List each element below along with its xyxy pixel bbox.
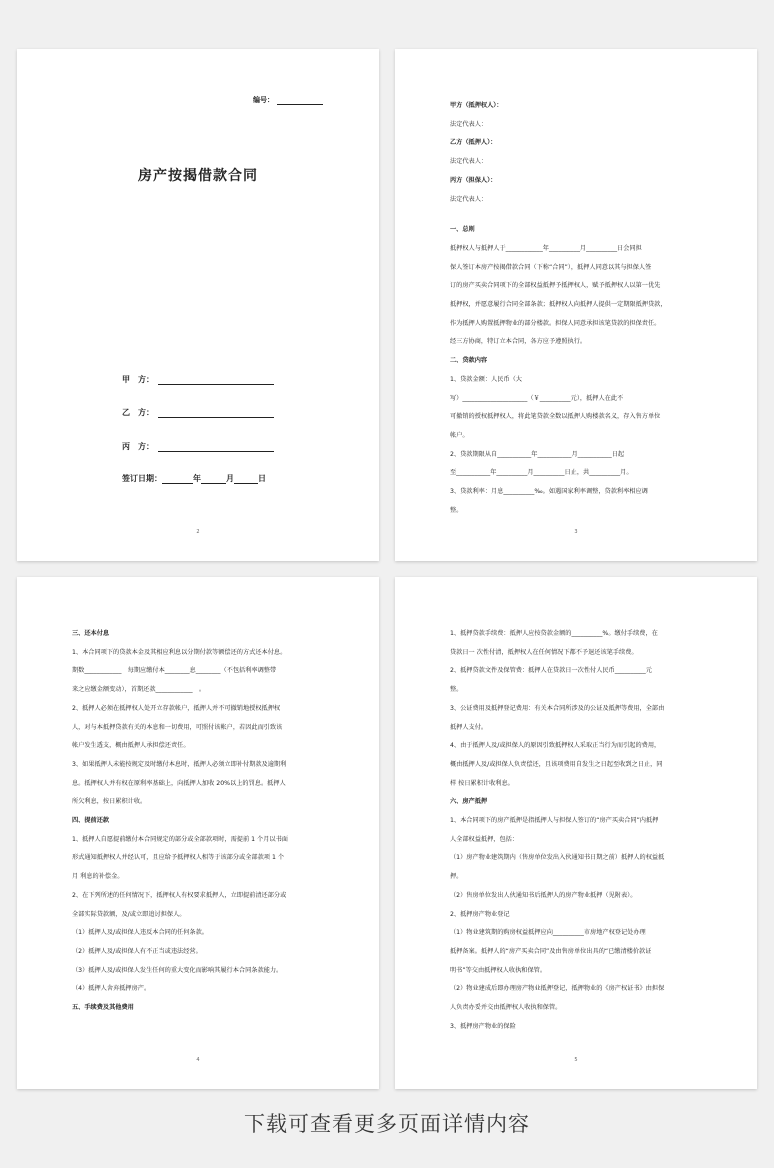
section-heading: 三、还本付息 [72, 630, 110, 637]
party-a-field [122, 374, 274, 385]
text-line: 订的房产买卖合同项下的全部权益抵押予抵押权人，赋予抵押权人以第一优先 [450, 282, 661, 290]
sign-date-label: 签订日期： [122, 474, 162, 483]
text-line: 贷款日一 次性付清，抵押权人在任何情况下都不予退还该笔手续费。 [450, 648, 638, 656]
day-blank [234, 474, 258, 484]
text-line: 2、抵押人必须在抵押权人处开立存款帐户，抵押人并不可撤销地授权抵押权 [72, 704, 281, 712]
serial-label: 编号： [253, 96, 274, 104]
text-line: 法定代表人： [450, 158, 488, 166]
text-line: 人负责办妥并交由抵押权人收执和保管。 [450, 1004, 562, 1012]
section-heading: 四、提前还款 [72, 817, 110, 825]
month-blank [201, 474, 226, 484]
party-a-label: 甲 方： [122, 375, 154, 384]
party-a-heading: 甲方（抵押权人）： [450, 102, 503, 109]
text-line: 整。 [450, 686, 463, 694]
text-line: 整。 [450, 506, 463, 514]
section-heading: 六、房产抵押 [450, 798, 488, 806]
text-line: 2、贷款期限从自___________年___________月___________日起 [450, 450, 625, 458]
text-line: 2、抵押贷款文件及保管费：抵押人在贷款日一次性付人民币__________元 [450, 667, 652, 675]
text-line: 概由抵押人及/或担保人负责偿还，且该项费用自发生之日起至收到之日止，同 [450, 760, 663, 768]
text-line: 抵押权，并愿意履行合同全部条款；抵押权人向抵押人提供一定期限抵押贷款， [450, 301, 667, 309]
text-line: 月 利息的补偿金。 [72, 873, 124, 881]
text-line: 至___________年__________月__________日止，共__________月。 [450, 469, 633, 477]
text-line: 抵押人支付。 [450, 723, 488, 731]
party-c-label: 丙 方： [122, 442, 154, 451]
page-cover [17, 49, 379, 561]
sign-date-field [122, 473, 266, 484]
party-b-heading: 乙方（抵押人）： [450, 139, 497, 147]
text-line: 1、抵押人自愿提前缴付本合同规定的部分或全部款项时，需提前 1 个月以书面 [72, 835, 288, 843]
party-b-field [122, 407, 274, 418]
text-line: 1、本合同项下的房产抵押是指抵押人与担保人签订的“房产买卖合同”内抵押 [450, 817, 659, 825]
text-line: 人全部权益抵押，包括： [450, 835, 519, 843]
party-c-field [122, 441, 274, 452]
month-label: 月 [226, 474, 234, 483]
text-line: （4）抵押人舍弃抵押房产。 [72, 985, 151, 993]
page-number: 3 [574, 529, 578, 535]
text-line: 保人签订本房产按揭借款合同（下称“合同”），抵押人同意以其与担保人签 [450, 263, 652, 271]
day-label: 日 [258, 474, 266, 483]
party-b-label: 乙 方： [122, 408, 154, 417]
text-line: （1）房产物业建筑期内（售房单位发出入伙通知书日期之前）抵押人的权益抵 [450, 854, 665, 862]
section-heading: 一、总则 [450, 226, 475, 234]
section-heading: 五、手续费及其他费用 [72, 1004, 134, 1012]
text-line: （2）抵押人及/或担保人有不正当或违法经营。 [72, 947, 202, 955]
page-3-body [450, 97, 705, 520]
page-number: 2 [196, 529, 200, 535]
party-c-blank [158, 442, 274, 452]
page-number: 4 [196, 1057, 200, 1063]
party-b-blank [158, 408, 274, 418]
text-line: （1）抵押人及/或担保人违反本合同的任何条款。 [72, 929, 208, 937]
text-line: （2）售房单位发出人伙通知书后抵押人的房产物业抵押（见附表）。 [450, 891, 637, 899]
text-line: 抵押备案。抵押人的“房产买卖合同”及由售房单位出具的“已缴清楼价款证 [450, 947, 652, 955]
text-line: 帐户。 [450, 431, 469, 439]
text-line: （3）抵押人及/或担保人发生任何的重大变化而影响其履行本合同条款能力。 [72, 966, 283, 974]
text-line: 人，对与本抵押贷款有关的本息和一切费用，可照付该帐户，若因此而引致该 [72, 723, 283, 731]
text-line: 全部实际贷款额，及/或立即追讨担保人。 [72, 910, 186, 918]
year-blank [162, 474, 193, 484]
text-line: 1、贷款金额：人民币（大 [450, 375, 522, 383]
text-line: 抵押权人与抵押人于____________年__________月__________日会同担 [450, 244, 642, 252]
party-c-heading: 丙方（担保人）： [450, 176, 497, 184]
party-a-blank [158, 375, 274, 385]
text-line: 押。 [450, 873, 463, 881]
text-line: 4、由于抵押人及/或担保人的原因引致抵押权人采取正当行为而引起的费用， [450, 742, 661, 750]
section-heading: 二、贷款内容 [450, 357, 488, 365]
text-line: 3、公证费用及抵押登记费用：有关本合同所涉及的公证及抵押等费用，全部由 [450, 704, 665, 712]
text-line: 所欠利息，按日累积计收。 [72, 798, 147, 806]
text-line: 2、在下列所述的任何情况下，抵押权人有权要求抵押人，立即提前清还部分或 [72, 891, 287, 899]
text-line: 明书”等交由抵押权人收执和保管。 [450, 966, 547, 974]
page-5-body [450, 625, 705, 1036]
text-line: 可撤销的授权抵押权人，将此笔贷款全数以抵押人购楼款名义，存入售方单位 [450, 413, 661, 421]
text-line: 1、本合同项下的贷款本金及其相应利息以分期付款等额偿还的方式还本付息。 [72, 648, 287, 656]
text-line: 息。抵押权人并有权在原利率基础上，向抵押人加收 20%以上的罚息。抵押人 [72, 779, 286, 787]
text-line: 经三方协商，特订立本合同，各方应予遵照执行。 [450, 338, 587, 346]
page-4-body [72, 625, 327, 1018]
text-line: （1）物业建筑期的购房权益抵押应向__________市房地产权登记处办理 [450, 929, 646, 937]
contract-title: 房产按揭借款合同 [138, 168, 258, 184]
text-line: 2、抵押房产物业登记 [450, 910, 510, 918]
page-3 [395, 49, 757, 561]
text-line: 3、贷款利率：月息__________‰。如遇国家利率调整，贷款利率相应调 [450, 488, 648, 496]
text-line: （2）物业建成后即办理房产物业抵押登记，抵押物业的《房产权证书》由担保 [450, 985, 665, 993]
text-line: 写）_____________________（￥__________元），抵押人在此不 [450, 394, 624, 402]
download-banner: 下载可查看更多页面详情内容 [244, 1112, 530, 1136]
text-line: 1、抵押贷款手续费：抵押人应按贷款金额的__________%。缴付手续费，在 [450, 630, 658, 637]
text-line: 3、如果抵押人未能按规定及时缴付本息时，抵押人必须立即补付期款及逾期利 [72, 760, 287, 768]
text-line: 作为抵押人购置抵押物业的部分楼款。担保人同意承担该笔贷款的担保责任。 [450, 319, 661, 327]
serial-blank [277, 96, 323, 105]
page-4 [17, 577, 379, 1089]
text-line: 形式通知抵押权人并经认可，且应给予抵押权人相等于该部分或全部款项 1 个 [72, 854, 285, 862]
text-line: 帐户发生透支，概由抵押人承担偿还责任。 [72, 742, 190, 750]
page-number: 5 [574, 1057, 578, 1063]
text-line: 法定代表人： [450, 120, 488, 128]
text-line: 3、抵押房产物业的保险 [450, 1022, 516, 1030]
serial-number [253, 95, 323, 105]
text-line: 样 按日累积计收利息。 [450, 779, 514, 787]
text-line: 来之应缴金额变动），首期还款____________ 。 [72, 686, 206, 694]
text-line: 期数____________ 每期应缴付本________息________（不包括利率调整带 [72, 667, 277, 675]
page-5 [395, 577, 757, 1089]
text-line: 法定代表人： [450, 195, 488, 203]
year-label: 年 [193, 474, 201, 483]
